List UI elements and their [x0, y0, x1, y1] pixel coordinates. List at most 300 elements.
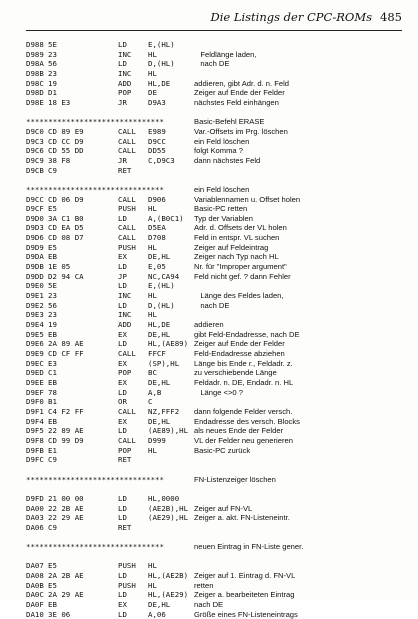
address: D98B — [26, 68, 44, 78]
comment: Zeiger auf 1. Eintrag d. FN-VL — [194, 571, 296, 581]
address: D9FD — [26, 493, 44, 503]
section-heading — [26, 542, 404, 552]
opcode-bytes: 22 2B AE — [48, 503, 84, 513]
code-line — [26, 214, 404, 224]
opcode-bytes: EB — [48, 600, 57, 610]
blank-line — [26, 465, 404, 475]
mnemonic: JR — [118, 155, 127, 165]
comment: Feld in entspr. VL suchen — [194, 233, 280, 243]
mnemonic: RET — [118, 165, 132, 175]
opcode-bytes: 2A 2B AE — [48, 571, 84, 581]
opcode-bytes: 22 29 AE — [48, 513, 84, 523]
operand: (AE29),HL — [148, 513, 189, 523]
address: D9EE — [26, 377, 44, 387]
opcode-bytes: 23 — [48, 68, 57, 78]
code-line — [26, 195, 404, 205]
code-line — [26, 40, 404, 50]
opcode-bytes: 19 — [48, 78, 57, 88]
comment: Feld-Endadresse abziehen — [194, 349, 285, 358]
code-line — [26, 494, 404, 504]
address: DA10 — [26, 609, 44, 619]
opcode-bytes: E1 — [48, 445, 57, 455]
separator-stars: ******************************* — [26, 542, 164, 552]
mnemonic: PUSH — [118, 580, 136, 590]
operand: E,(HL) — [148, 281, 175, 291]
address: D9C3 — [26, 136, 44, 146]
mnemonic: ADD — [118, 320, 132, 330]
operand: HL — [148, 242, 157, 252]
operand: D999 — [148, 435, 166, 445]
comment: Variablennamen u. Offset holen — [194, 194, 301, 204]
mnemonic: LD — [118, 513, 127, 523]
comment: retten — [194, 580, 214, 590]
mnemonic: CALL — [118, 146, 136, 156]
operand: C,D9C3 — [148, 155, 175, 165]
operand: (AE2B),HL — [148, 503, 189, 513]
operand: HL — [148, 49, 157, 59]
address: D9CF — [26, 204, 44, 214]
code-line — [26, 262, 404, 272]
operand: HL — [148, 68, 157, 78]
opcode-bytes: C4 F2 FF — [48, 406, 84, 416]
comment: als neues Ende der Felder — [194, 426, 284, 436]
operand: D9A3 — [148, 97, 166, 107]
mnemonic: EX — [118, 329, 127, 339]
code-line — [26, 204, 404, 214]
operand: HL,0000 — [148, 493, 180, 503]
mnemonic: CALL — [118, 223, 136, 233]
opcode-bytes: C9 — [48, 522, 57, 532]
address: D9ED — [26, 368, 44, 378]
mnemonic: LD — [118, 426, 127, 436]
opcode-bytes: 78 — [48, 387, 57, 397]
mnemonic: INC — [118, 291, 132, 301]
operand: D708 — [148, 233, 166, 243]
comment: Zeiger auf Ende der Felder — [194, 339, 285, 349]
operand: NZ,FFF2 — [148, 406, 180, 416]
operand: D,(HL) — [148, 300, 175, 310]
blank-line — [26, 552, 404, 562]
operand: D,(HL) — [148, 59, 175, 69]
section-heading — [26, 475, 404, 485]
operand: DD55 — [148, 146, 166, 156]
address: D9D9 — [26, 242, 44, 252]
mnemonic: CALL — [118, 136, 136, 146]
comment: Länge <>0 ? — [194, 387, 243, 397]
code-line — [26, 272, 404, 282]
address: D98D — [26, 88, 44, 98]
address: D9E0 — [26, 281, 44, 291]
operand: HL — [148, 291, 157, 301]
address: D9EF — [26, 387, 44, 397]
address: D988 — [26, 40, 44, 49]
operand: HL,DE — [148, 78, 171, 88]
comment: addieren — [194, 320, 224, 330]
opcode-bytes: 56 — [48, 300, 57, 310]
comment: Var.-Offsets im Prg. löschen — [194, 126, 288, 136]
code-line — [26, 446, 404, 456]
code-line — [26, 281, 404, 291]
operand: E989 — [148, 126, 166, 136]
address: D9E1 — [26, 291, 44, 301]
blank-line — [26, 484, 404, 494]
address: D9E5 — [26, 329, 44, 339]
code-line — [26, 223, 404, 233]
opcode-bytes: B1 — [48, 397, 57, 407]
operand: DE,HL — [148, 377, 171, 387]
opcode-bytes: E3 — [48, 358, 57, 368]
mnemonic: CALL — [118, 406, 136, 416]
opcode-bytes: CD CC D9 — [48, 136, 84, 146]
comment: Feld nicht gef. ? dann Fehler — [194, 271, 291, 281]
address: D9DB — [26, 262, 44, 272]
mnemonic: JR — [118, 97, 127, 107]
opcode-bytes: CD 06 D9 — [48, 194, 84, 204]
address: DA0F — [26, 600, 44, 610]
operand: HL — [148, 580, 157, 590]
mnemonic: LD — [118, 40, 127, 49]
mnemonic: CALL — [118, 435, 136, 445]
address: D9F0 — [26, 397, 44, 407]
address: D9CB — [26, 165, 44, 175]
mnemonic: CALL — [118, 194, 136, 204]
opcode-bytes: 38 F8 — [48, 155, 71, 165]
blank-line — [26, 532, 404, 542]
operand: HL — [148, 561, 157, 571]
mnemonic: EX — [118, 600, 127, 610]
mnemonic: CALL — [118, 233, 136, 243]
address: D9F5 — [26, 426, 44, 436]
address: D989 — [26, 49, 44, 59]
code-line — [26, 455, 404, 465]
comment: nächstes Feld einhängen — [194, 97, 279, 107]
comment: Nr. für "Improper argument" — [194, 262, 287, 272]
comment: Zeiger a. bearbeiteten Eintrag — [194, 590, 295, 600]
operand: DE,HL — [148, 252, 171, 262]
opcode-bytes: 1E 05 — [48, 262, 71, 272]
operand: (AE89),HL — [148, 426, 189, 436]
mnemonic: PUSH — [118, 561, 136, 571]
opcode-bytes: CD EA D5 — [48, 223, 84, 233]
comment: Länge des Feldes laden, — [194, 291, 284, 301]
opcode-bytes: E5 — [48, 580, 57, 590]
comment: nach DE — [194, 59, 230, 69]
mnemonic: POP — [118, 445, 132, 455]
opcode-bytes: 5E — [48, 40, 57, 49]
comment: Feldlänge laden, — [194, 49, 257, 59]
operand: A,B — [148, 387, 162, 397]
opcode-bytes: C9 — [48, 455, 57, 465]
opcode-bytes: D1 — [48, 88, 57, 98]
address: D98E — [26, 97, 44, 107]
operand: (SP),HL — [148, 358, 180, 368]
opcode-bytes: 23 — [48, 310, 57, 320]
mnemonic: INC — [118, 310, 132, 320]
code-line — [26, 88, 404, 98]
blank-line — [26, 175, 404, 185]
address: D9C9 — [26, 155, 44, 165]
mnemonic: RET — [118, 522, 132, 532]
comment: Zeiger auf FN-VL — [194, 503, 253, 513]
code-line — [26, 330, 404, 340]
operand: NC,CA94 — [148, 271, 180, 281]
code-line — [26, 320, 404, 330]
page-number: 485 — [380, 10, 402, 24]
code-line — [26, 600, 404, 610]
mnemonic: LD — [118, 609, 127, 619]
separator-stars: ******************************* — [26, 474, 164, 484]
mnemonic: CALL — [118, 349, 136, 358]
code-line — [26, 69, 404, 79]
assembly-listing — [26, 40, 404, 619]
code-line — [26, 50, 404, 60]
opcode-bytes: 2A 29 AE — [48, 590, 84, 600]
address: D9EC — [26, 358, 44, 368]
address: D9D6 — [26, 233, 44, 243]
opcode-bytes: 23 — [48, 291, 57, 301]
address: D9E6 — [26, 339, 44, 349]
mnemonic: RET — [118, 455, 132, 465]
mnemonic: EX — [118, 377, 127, 387]
address: DA07 — [26, 561, 44, 571]
comment: Typ der Variablen — [194, 213, 253, 223]
operand: E,(HL) — [148, 40, 175, 49]
comment: Zeiger auf Feldeintrag — [194, 242, 269, 252]
code-line — [26, 523, 404, 533]
comment: Länge bis Ende r., Feldadr. z. — [194, 358, 293, 368]
address: D9F8 — [26, 435, 44, 445]
operand: C — [148, 397, 153, 407]
opcode-bytes: C1 — [48, 368, 57, 378]
comment: Zeiger a. akt. FN-Listeneintr. — [194, 513, 290, 523]
operand: DE,HL — [148, 329, 171, 339]
address: D9E9 — [26, 349, 44, 358]
mnemonic: PUSH — [118, 204, 136, 214]
opcode-bytes: EB — [48, 252, 57, 262]
address: D9F1 — [26, 406, 44, 416]
address: D98A — [26, 59, 44, 69]
section-heading — [26, 117, 404, 127]
opcode-bytes: EB — [48, 377, 57, 387]
mnemonic: INC — [118, 49, 132, 59]
operand: HL,(AE2B) — [148, 571, 189, 581]
opcode-bytes: C9 — [48, 165, 57, 175]
code-line — [26, 581, 404, 591]
mnemonic: JP — [118, 271, 127, 281]
code-line — [26, 146, 404, 156]
code-line — [26, 166, 404, 176]
mnemonic: LD — [118, 503, 127, 513]
comment: dann nächstes Feld — [194, 155, 261, 165]
opcode-bytes: 22 89 AE — [48, 426, 84, 436]
comment: Basic-PC retten — [194, 204, 248, 214]
opcode-bytes: EB — [48, 416, 57, 426]
comment: VL der Felder neu generieren — [194, 435, 293, 445]
comment: nach DE — [194, 300, 230, 310]
operand: FFCF — [148, 349, 166, 358]
address: D9E2 — [26, 300, 44, 310]
separator-stars: ******************************* — [26, 117, 164, 127]
opcode-bytes: EB — [48, 329, 57, 339]
code-line — [26, 243, 404, 253]
comment: zu verschiebende Länge — [194, 368, 277, 378]
code-line — [26, 397, 404, 407]
operand: HL — [148, 445, 157, 455]
address: D9E3 — [26, 310, 44, 320]
code-line — [26, 98, 404, 108]
opcode-bytes: D2 94 CA — [48, 271, 84, 281]
code-line — [26, 417, 404, 427]
comment: gibt Feld-Endadresse, nach DE — [194, 329, 300, 339]
mnemonic: OR — [118, 397, 127, 407]
opcode-bytes: 19 — [48, 320, 57, 330]
code-line — [26, 426, 404, 436]
comment: Zeiger nach Typ nach HL — [194, 252, 279, 262]
opcode-bytes: CD 99 D9 — [48, 435, 84, 445]
section-title: Basic-Befehl ERASE — [194, 117, 265, 127]
code-line — [26, 359, 404, 369]
code-line — [26, 504, 404, 514]
section-heading — [26, 185, 404, 195]
operand: D906 — [148, 194, 166, 204]
code-line — [26, 571, 404, 581]
address: D9F4 — [26, 416, 44, 426]
address: DA0B — [26, 580, 44, 590]
mnemonic: LD — [118, 262, 127, 272]
address: DA08 — [26, 571, 44, 581]
code-line — [26, 156, 404, 166]
mnemonic: PUSH — [118, 242, 136, 252]
blank-line — [26, 108, 404, 118]
comment: folgt Komma ? — [194, 146, 243, 156]
opcode-bytes: 3E 06 — [48, 609, 71, 619]
opcode-bytes: CD 08 D7 — [48, 233, 84, 243]
mnemonic: POP — [118, 88, 132, 98]
page-header — [26, 8, 402, 31]
operand: DE,HL — [148, 416, 171, 426]
comment: Adr. d. Offsets der VL holen — [194, 223, 287, 233]
mnemonic: EX — [118, 358, 127, 368]
mnemonic: LD — [118, 339, 127, 349]
separator-stars: ******************************* — [26, 184, 164, 194]
address: D9DA — [26, 252, 44, 262]
operand: HL,DE — [148, 320, 171, 330]
mnemonic: LD — [118, 590, 127, 600]
opcode-bytes: 21 00 00 — [48, 493, 84, 503]
address: DA0C — [26, 590, 44, 600]
mnemonic: LD — [118, 300, 127, 310]
section-title: ein Feld löschen — [194, 184, 250, 194]
mnemonic: EX — [118, 252, 127, 262]
comment: ein Feld löschen — [194, 136, 250, 146]
code-line — [26, 610, 404, 619]
opcode-bytes: E5 — [48, 204, 57, 214]
comment: addieren, gibt Adr. d. n. Feld — [194, 78, 289, 88]
code-line — [26, 127, 404, 137]
operand: A,(B0C1) — [148, 213, 184, 223]
mnemonic: INC — [118, 68, 132, 78]
code-line — [26, 137, 404, 147]
code-line — [26, 513, 404, 523]
address: D9FC — [26, 455, 44, 465]
address: D9D3 — [26, 223, 44, 233]
opcode-bytes: 23 — [48, 49, 57, 59]
code-line — [26, 561, 404, 571]
operand: DE,HL — [148, 600, 171, 610]
code-line — [26, 79, 404, 89]
address: D98C — [26, 78, 44, 88]
mnemonic: CALL — [118, 126, 136, 136]
code-line — [26, 252, 404, 262]
address: D9FB — [26, 445, 44, 455]
code-line — [26, 59, 404, 69]
address: DA00 — [26, 503, 44, 513]
running-title: Die Listings der CPC-ROMs — [210, 10, 372, 24]
section-title: neuen Eintrag in FN-Liste gener. — [194, 542, 304, 552]
opcode-bytes: 18 E3 — [48, 97, 71, 107]
address: DA06 — [26, 522, 44, 532]
address: D9CC — [26, 194, 44, 204]
opcode-bytes: CD 55 DD — [48, 146, 84, 156]
mnemonic: ADD — [118, 78, 132, 88]
mnemonic: LD — [118, 571, 127, 581]
opcode-bytes: 5E — [48, 281, 57, 291]
operand: HL — [148, 310, 157, 320]
comment: Basic-PC zurück — [194, 445, 251, 455]
operand: A,06 — [148, 609, 166, 619]
comment: nach DE — [194, 600, 224, 610]
mnemonic: POP — [118, 368, 132, 378]
address: DA03 — [26, 513, 44, 523]
opcode-bytes: E5 — [48, 561, 57, 571]
opcode-bytes: 2A 89 AE — [48, 339, 84, 349]
operand: DE — [148, 88, 157, 98]
address: D9C0 — [26, 126, 44, 136]
code-line — [26, 310, 404, 320]
mnemonic: LD — [118, 213, 127, 223]
code-line — [26, 233, 404, 243]
code-line — [26, 378, 404, 388]
opcode-bytes: 3A C1 B0 — [48, 213, 84, 223]
comment: dann folgende Felder versch. — [194, 406, 293, 416]
comment: Endadresse des versch. Blocks — [194, 416, 300, 426]
code-line — [26, 339, 404, 349]
comment: Größe eines FN-Listeneintrags — [194, 609, 298, 619]
mnemonic: LD — [118, 59, 127, 69]
code-line — [26, 407, 404, 417]
address: D9C6 — [26, 146, 44, 156]
comment: Feldadr. n. DE, Endadr. n. HL — [194, 377, 294, 387]
code-line — [26, 291, 404, 301]
operand: BC — [148, 368, 157, 378]
code-line — [26, 301, 404, 311]
comment: Zeiger auf Ende der Felder — [194, 88, 285, 98]
opcode-bytes: CD CF FF — [48, 349, 84, 358]
opcode-bytes: 56 — [48, 59, 57, 69]
mnemonic: LD — [118, 493, 127, 503]
code-line — [26, 388, 404, 398]
operand: E,05 — [148, 262, 166, 272]
address: D9E4 — [26, 320, 44, 330]
code-line — [26, 436, 404, 446]
address: D9D0 — [26, 213, 44, 223]
code-line — [26, 368, 404, 378]
mnemonic: LD — [118, 387, 127, 397]
operand: HL,(AE89) — [148, 339, 189, 349]
opcode-bytes: CD 89 E9 — [48, 126, 84, 136]
operand: D9CC — [148, 136, 166, 146]
address: D9DD — [26, 271, 44, 281]
